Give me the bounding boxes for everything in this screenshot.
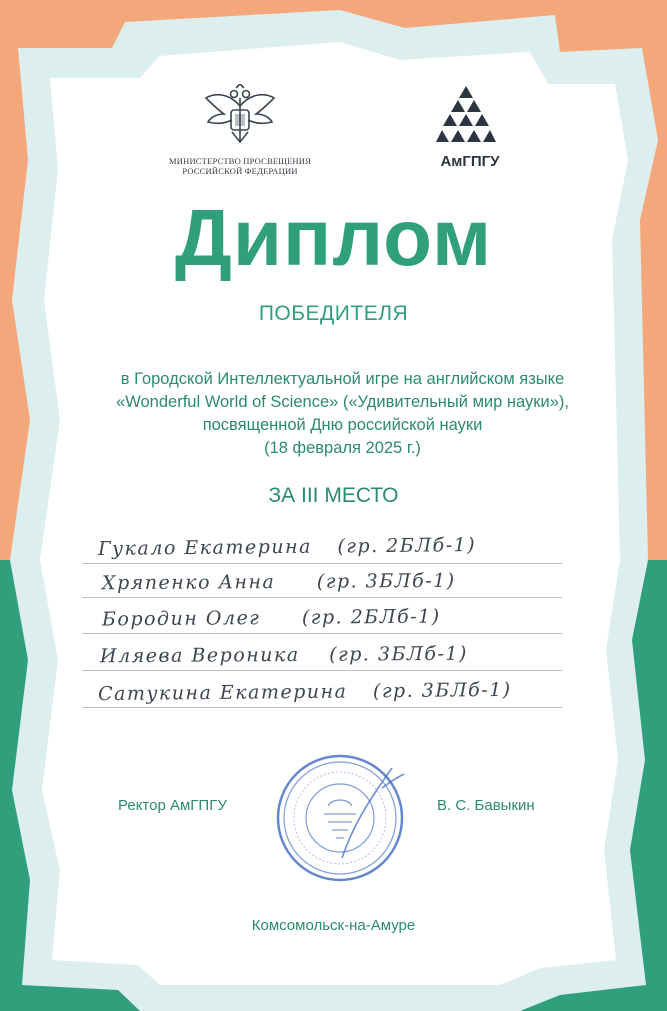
winner-entry bbox=[102, 570, 456, 594]
winner-name: Хряпенко Анна bbox=[101, 571, 276, 595]
winner-entry bbox=[98, 679, 512, 705]
university-name: АмГПГУ bbox=[440, 153, 500, 170]
winner-group: (гр. 2БЛб-1) bbox=[337, 534, 477, 558]
description-line4: (18 февраля 2025 г.) bbox=[264, 439, 421, 457]
winner-group: (гр. 3БЛб-1) bbox=[372, 678, 512, 703]
winner-name: Иляева Вероника bbox=[99, 643, 300, 668]
award-place: ЗА III МЕСТО bbox=[268, 484, 399, 507]
ruled-line bbox=[82, 707, 562, 708]
ruled-line bbox=[82, 633, 562, 634]
university-logo-icon bbox=[436, 86, 496, 146]
official-stamp-icon bbox=[272, 748, 412, 888]
ministry-name-line1: МИНИСТЕРСТВО ПРОСВЕЩЕНИЯ bbox=[169, 156, 311, 166]
ruled-line bbox=[82, 563, 562, 564]
ministry-name bbox=[150, 156, 330, 176]
ruled-line bbox=[82, 670, 562, 671]
signature-label: Ректор АмГПГУ bbox=[118, 797, 227, 814]
city: Комсомольск-на-Амуре bbox=[251, 917, 416, 934]
rector-name: В. С. Бавыкин bbox=[437, 797, 535, 814]
description-line2: «Wonderful World of Science» («Удивительный мир науки»), bbox=[116, 393, 569, 411]
ministry-name-line2: РОССИЙСКОЙ ФЕДЕРАЦИИ bbox=[182, 166, 298, 176]
description-line3: посвященной Дню российской науки bbox=[202, 416, 483, 434]
winner-entry bbox=[98, 534, 476, 560]
winner-group: (гр. 2БЛб-1) bbox=[301, 605, 441, 629]
winner-entry bbox=[100, 643, 468, 668]
description-line1: в Городской Интеллектуальной игре на английском языке bbox=[120, 370, 565, 388]
diploma-subtitle: ПОБЕДИТЕЛЯ bbox=[258, 302, 409, 325]
winner-name: Гукало Екатерина bbox=[97, 535, 313, 560]
winner-group: (гр. 3БЛб-1) bbox=[316, 569, 456, 593]
ruled-line bbox=[82, 597, 562, 598]
ministry-emblem-icon bbox=[202, 84, 278, 148]
winner-name: Сатукина Екатерина bbox=[97, 680, 348, 706]
diploma-title: Диплом bbox=[174, 193, 493, 282]
winner-name: Бородин Олег bbox=[101, 607, 261, 631]
winner-entry bbox=[102, 606, 441, 631]
winner-group: (гр. 3БЛб-1) bbox=[329, 642, 468, 666]
